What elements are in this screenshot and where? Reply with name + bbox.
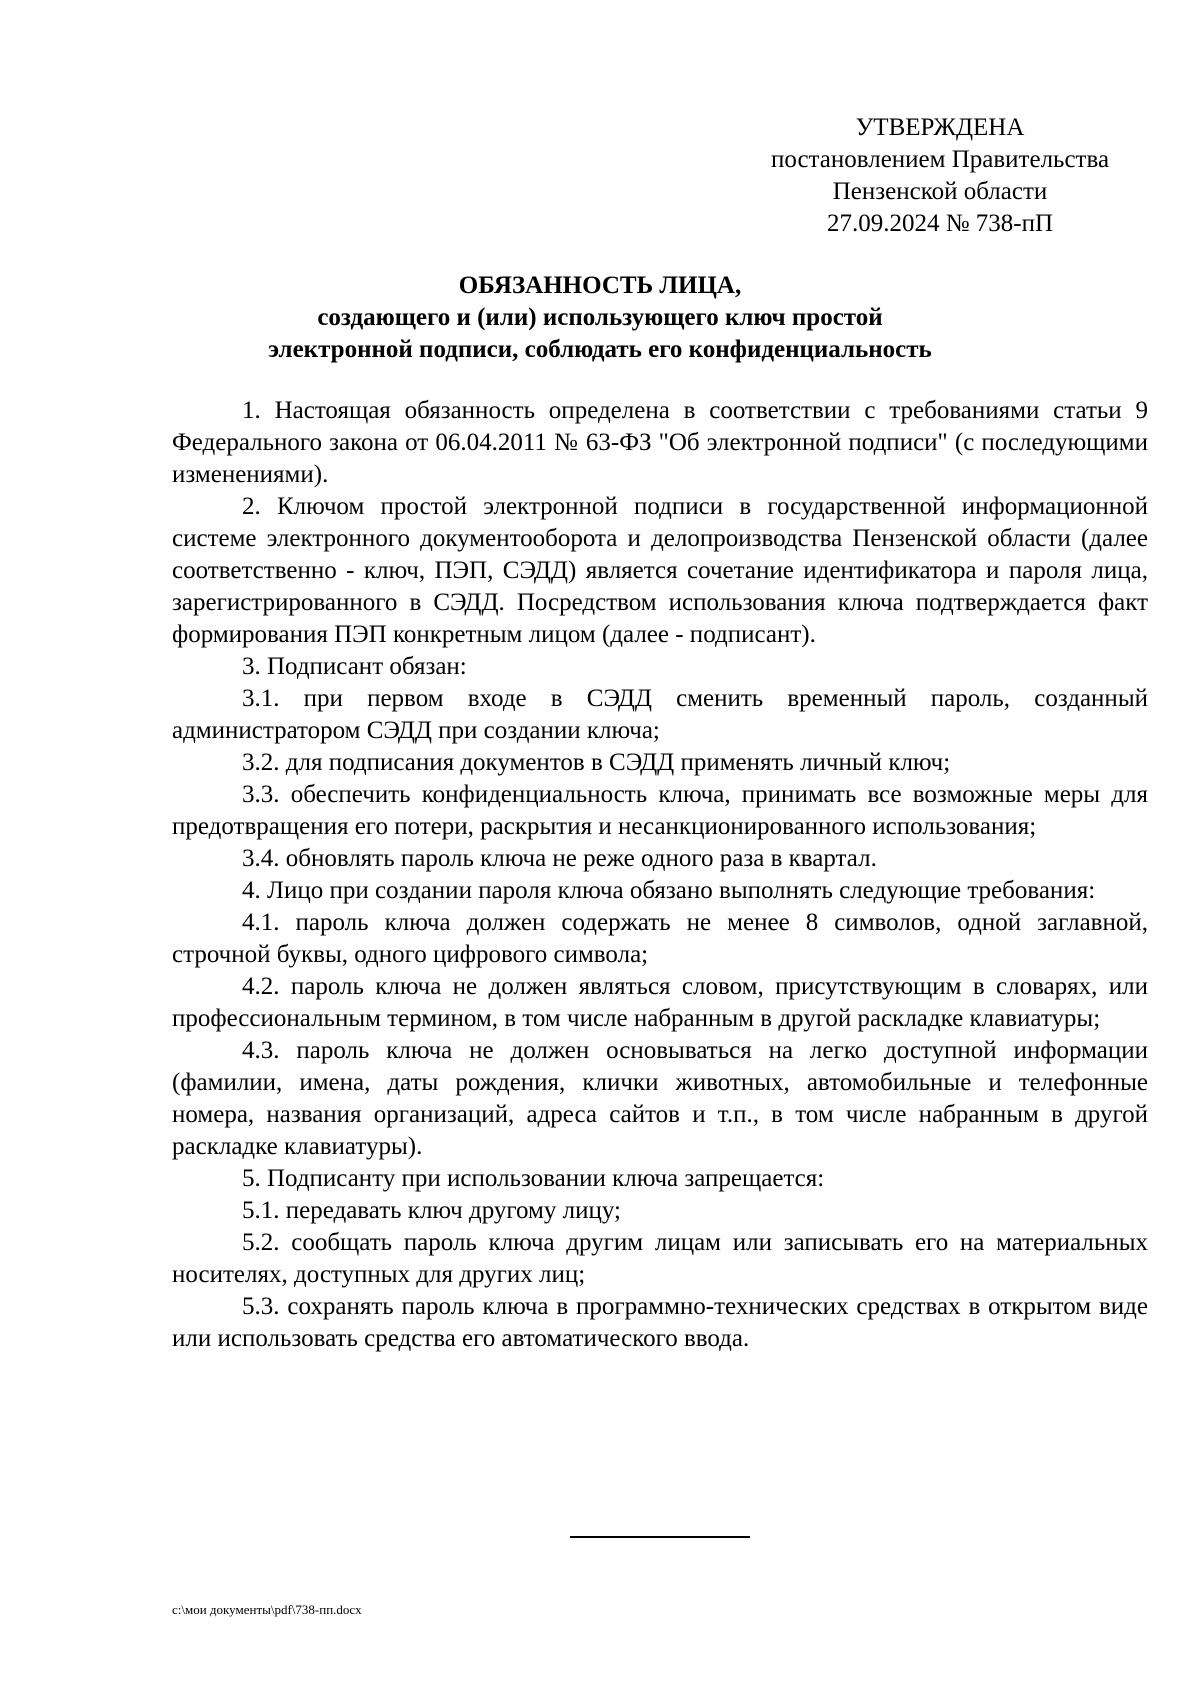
paragraph-4-3: 4.3. пароль ключа не должен основываться на легко доступной информации (фамилии, имена, даты рождения, клички животных, автомобильные и телефонные номера, названия организаций, адреса сайтов и т.п., в том числе набранным в другой раскладке клавиатуры). [172, 1037, 1148, 1160]
paragraph-3-2: 3.2. для подписания документов в СЭДД применять личный ключ; [242, 749, 951, 776]
paragraph-3-4: 3.4. обновлять пароль ключа не реже одного раза в квартал. [242, 845, 877, 872]
paragraph-5-3: 5.3. сохранять пароль ключа в программно-технических средствах в открытом виде или использовать средства его автоматического ввода. [172, 1293, 1148, 1352]
paragraph-3-1: 3.1. при первом входе в СЭДД сменить временный пароль, созданный администратором СЭДД при создании ключа; [172, 685, 1148, 744]
paragraph-3: 3. Подписант обязан: [242, 653, 467, 680]
title-line-1: ОБЯЗАННОСТЬ ЛИЦА, [458, 272, 742, 299]
paragraph-5-1: 5.1. передавать ключ другому лицу; [242, 1197, 621, 1224]
paragraph-1: 1. Настоящая обязанность определена в соответствии с требованиями статьи 9 Федерального закона от 06.04.2011 № 63-ФЗ "Об электронной подписи" (с последующими изменениями). [172, 397, 1148, 488]
footer-file-path: c:\мои документы\pdf\738-пп.docx [172, 1602, 362, 1617]
paragraph-5: 5. Подписанту при использовании ключа запрещается: [242, 1165, 825, 1192]
paragraph-4-2: 4.2. пароль ключа не должен являться словом, присутствующим в словарях, или профессиональным термином, в том числе набранным в другой раскладке клавиатуры; [172, 973, 1148, 1032]
approval-stamp-block [735, 112, 1145, 240]
title-line-2: создающего и (или) использующего ключ простой [317, 304, 883, 331]
paragraph-3-3: 3.3. обеспечить конфиденциальность ключа, принимать все возможные меры для предотвращения его потери, раскрытия и несанкционированного использования; [172, 781, 1148, 840]
approval-heading: УТВЕРЖДЕНА [855, 114, 1025, 141]
document-title [150, 270, 1050, 366]
paragraph-2: 2. Ключом простой электронной подписи в государственной информационной системе электронного документооборота и делопроизводства Пензенской области (далее соответственно - ключ, ПЭП, СЭДД) является сочетание идентификатора и пароля лица, зарегистрированного в СЭДД. Посредством использования ключа подтверждается факт формирования ПЭП конкретным лицом (далее - подписант). [172, 493, 1148, 648]
end-separator-line [570, 1536, 750, 1538]
paragraph-4-1: 4.1. пароль ключа должен содержать не менее 8 символов, одной заглавной, строчной буквы, одного цифрового символа; [172, 909, 1148, 968]
approval-issuer: постановлением Правительства [770, 146, 1110, 173]
paragraph-5-2: 5.2. сообщать пароль ключа другим лицам или записывать его на материальных носителях, доступных для других лиц; [172, 1229, 1148, 1288]
approval-region: Пензенской области [832, 178, 1048, 205]
paragraph-4: 4. Лицо при создании пароля ключа обязано выполнять следующие требования: [242, 877, 1096, 904]
document-body [172, 395, 1148, 1355]
title-line-3: электронной подписи, соблюдать его конфиденциальность [268, 336, 932, 363]
approval-date-number: 27.09.2024 № 738-пП [826, 210, 1054, 237]
